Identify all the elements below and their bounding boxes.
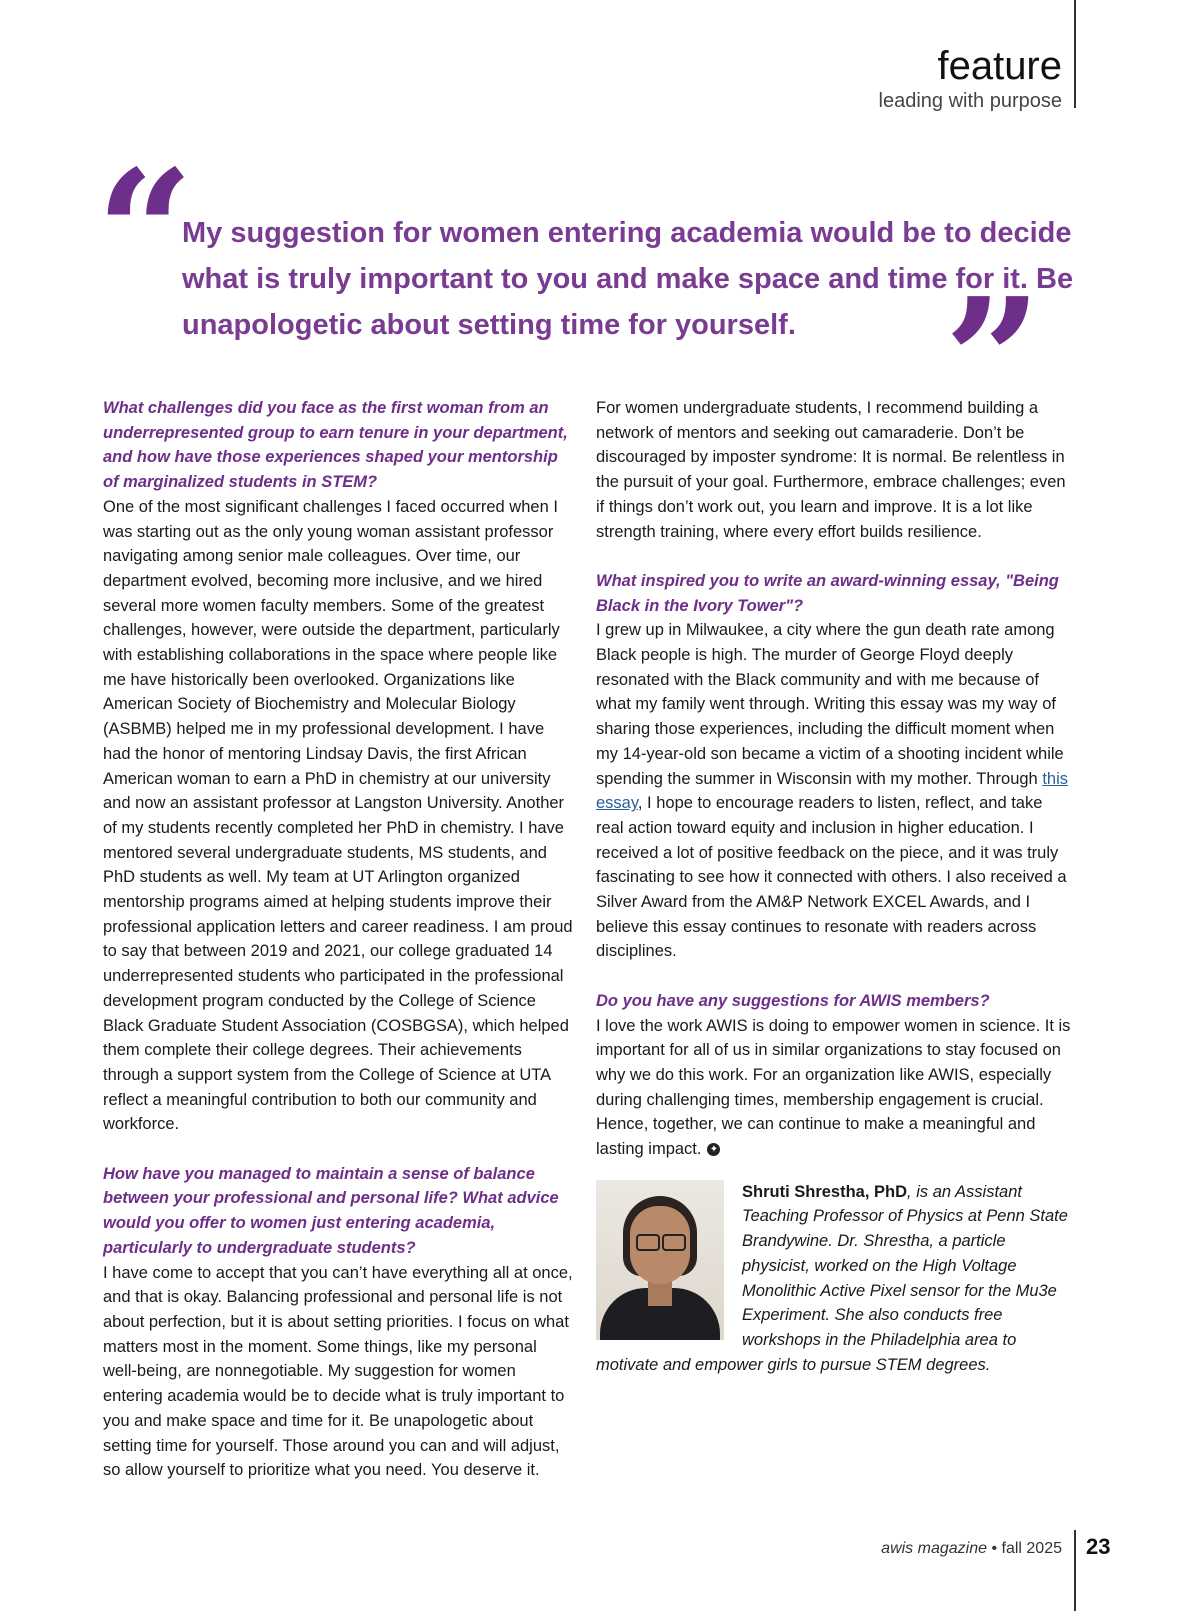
left-column [103,396,573,1483]
answer-3-part-2: , I hope to encourage readers to listen, reflect, and take real action toward equity and inclusion in higher education. I received a lot of positive feedback on the piece, and it was truly fascinating to see how it connected with others. I also received a Silver Award from the AM&P Network EXCEL Awards, and I believe this essay continues to resonate with readers across disciplines. [596,794,1067,961]
open-quote-mark-icon: “ [96,133,194,333]
article-end-icon: ✦ [707,1143,720,1156]
section-title: feature [937,44,1062,88]
pull-quote-text: My suggestion for women entering academia would be to decide what is truly important to you and make space and time for it. Be unapologetic about setting time for yourself. [182,217,1074,341]
answer-2-continued: For women undergraduate students, I recommend building a network of mentors and seeking out camaraderie. Don’t be discouraged by imposter syndrome: It is normal. Be relentless in the pursuit of your goal. Furthermore, embrace challenges; even if things don’t work out, you learn and improve. It is a lot like strength training, where every effort builds resilience. [596,399,1066,541]
question-3: What inspired you to write an award-winning essay, "Being Black in the Ivory Tower"? [596,571,1059,615]
page-number: 23 [1086,1534,1111,1559]
footer-rule [1074,1530,1076,1611]
answer-1: One of the most significant challenges I faced occurred when I was starting out as the only young woman assistant professor navigating among senior male colleagues. Over time, our department evolved, becoming more inclusive, and we hired several more women faculty members. Some of the greatest challenges, however, were outside the department, particularly with establishing collaborations in the space where people like me have historically been overlooked. Organizations like American Society of Biochemistry and Molecular Biology (ASBMB) helped me in my professional development. I have had the honor of mentoring Lindsay Davis, the first African American woman to earn a PhD in chemistry at our university and now an assistant professor at Langston University. Another of my students recently completed her PhD in chemistry. I have mentored several undergraduate students, MS students, and PhD students as well. My team at UT Arlington organized mentorship programs aimed at helping students improve their professional application letters and career readiness. I am proud to say that between 2019 and 2021, our college graduated 14 underrepresented students who participated in the professional development program conducted by the College of Science Black Graduate Student Association (COSBGSA), which helped them complete their college degrees. Their achievements through a support system from the College of Science at UTA reflect a meaningful contribution to both our community and workforce. [103,497,573,1134]
question-1: What challenges did you face as the first woman from an underrepresented group to earn tenure in your department, and how have those experiences shaped your mentorship of marginalized students in STEM? [103,399,568,492]
section-header [879,44,1062,114]
question-4: Do you have any suggestions for AWIS members? [596,991,990,1010]
answer-4-text: I love the work AWIS is doing to empower women in science. It is important for all of us in similar organizations to stay focused on why we do this work. For an organization like AWIS, especially during challenging times, membership engagement is crucial. Hence, together, we can continue to make a meaningful and lasting impact. [596,1016,1071,1159]
answer-3-part-1: I grew up in Milwaukee, a city where the gun death rate among Black people is high. The murder of George Floyd deeply resonated with the Black community and with me because of what my family went through. Writing this essay was my way of sharing those experiences, including the difficult moment when my 14-year-old son became a victim of a shooting incident while spending the summer in Wisconsin with my mother. Through [596,621,1064,788]
answer-2: I have come to accept that you can’t have everything all at once, and that is okay. Balancing professional and personal life is not about perfection, but it is about setting priorities. I focus on what matters most in the moment. Some things, like my personal well-being, are nonnegotiable. My suggestion for women entering academia would be to decide what is truly important to you and make space and time for it. Be unapologetic about setting time for yourself. Those around you can and will adjust, so allow yourself to prioritize what you need. You deserve it. [103,1263,573,1480]
answer-3 [596,618,1074,964]
page-footer [881,1540,1062,1558]
header-rule [1074,0,1076,108]
answer-4 [596,1014,1074,1162]
bio-description: , is an Assistant Teaching Professor of Physics at Penn State Brandywine. Dr. Shrestha, a particle physicist, worked on the High Voltage Monolithic Active Pixel sensor for the Mu3e Experiment. She also conducts free workshops in the Philadelphia area to motivate and empower girls to pursue STEM degrees. [596,1182,1068,1374]
essay-link[interactable]: this essay [596,769,1068,813]
author-bio [596,1180,1074,1378]
footer-separator: • [987,1540,1002,1557]
magazine-name: awis magazine [881,1540,987,1557]
author-photo [596,1180,724,1340]
issue-label: fall 2025 [1001,1540,1062,1557]
section-subtitle: leading with purpose [878,90,1062,112]
right-column [596,396,1074,1377]
close-quote-mark-icon: ” [944,261,1042,461]
question-2: How have you managed to maintain a sense of balance between your professional and personal life? What advice would you offer to women just entering academia, particularly to undergraduate students? [103,1164,559,1257]
author-name: Shruti Shrestha, PhD [742,1182,908,1201]
